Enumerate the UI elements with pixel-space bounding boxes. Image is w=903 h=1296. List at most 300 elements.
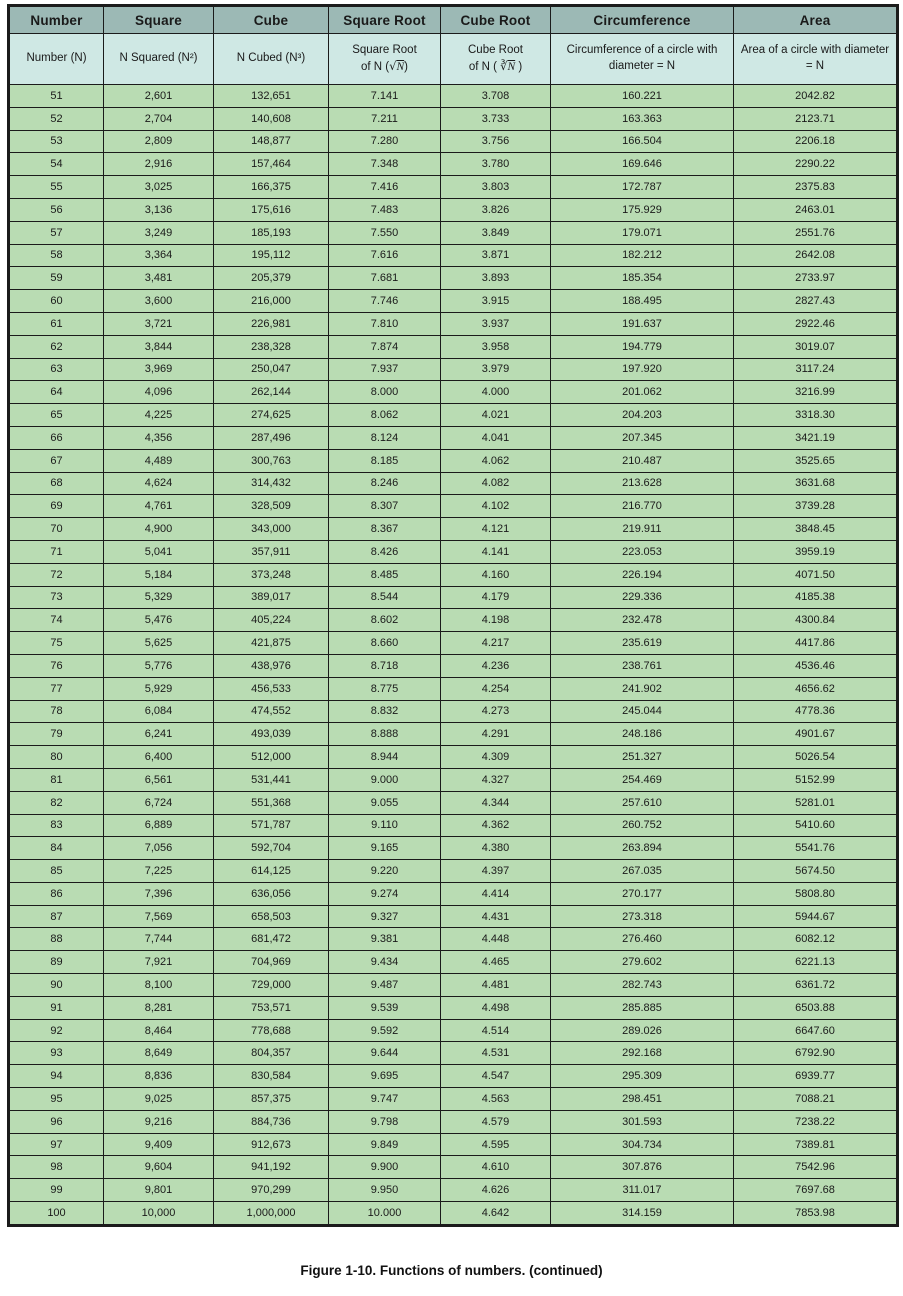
cell-circumference: 248.186 xyxy=(551,723,734,746)
cell-area: 7853.98 xyxy=(734,1202,898,1226)
cell-circumference: 238.761 xyxy=(551,654,734,677)
cell-number: 90 xyxy=(9,974,104,997)
cell-cube: 328,509 xyxy=(214,495,329,518)
cell-circumference: 241.902 xyxy=(551,677,734,700)
cell-circumference: 307.876 xyxy=(551,1156,734,1179)
cell-circumference: 169.646 xyxy=(551,153,734,176)
cell-cube-root: 3.937 xyxy=(441,312,551,335)
table-row xyxy=(9,1133,898,1156)
cell-square: 6,084 xyxy=(104,700,214,723)
table-row xyxy=(9,905,898,928)
cell-square-root: 8.944 xyxy=(329,746,441,769)
col-header-number: Number xyxy=(9,6,104,34)
cell-cube-root: 4.121 xyxy=(441,518,551,541)
col-header-cube-root: Cube Root xyxy=(441,6,551,34)
cell-cube-root: 4.021 xyxy=(441,404,551,427)
cell-circumference: 172.787 xyxy=(551,176,734,199)
cube-root-formula: of N ( $∛\overline{N}$ ) xyxy=(468,58,523,73)
cell-number: 62 xyxy=(9,335,104,358)
cell-number: 63 xyxy=(9,358,104,381)
cell-cube: 941,192 xyxy=(214,1156,329,1179)
cell-cube: 912,673 xyxy=(214,1133,329,1156)
cell-area: 7697.68 xyxy=(734,1179,898,1202)
cell-square: 9,216 xyxy=(104,1110,214,1133)
cell-circumference: 301.593 xyxy=(551,1110,734,1133)
cell-area: 7542.96 xyxy=(734,1156,898,1179)
cell-square: 5,476 xyxy=(104,609,214,632)
cell-square: 4,761 xyxy=(104,495,214,518)
cell-cube: 474,552 xyxy=(214,700,329,723)
cell-square: 7,569 xyxy=(104,905,214,928)
cell-area: 2827.43 xyxy=(734,290,898,313)
cell-cube: 551,368 xyxy=(214,791,329,814)
cell-square: 4,096 xyxy=(104,381,214,404)
table-row xyxy=(9,130,898,153)
cell-circumference: 166.504 xyxy=(551,130,734,153)
cell-square: 8,649 xyxy=(104,1042,214,1065)
cell-number: 87 xyxy=(9,905,104,928)
table-row xyxy=(9,632,898,655)
cell-square-root: 7.483 xyxy=(329,198,441,221)
cell-cube-root: 4.498 xyxy=(441,996,551,1019)
cell-cube: 226,981 xyxy=(214,312,329,335)
cell-circumference: 276.460 xyxy=(551,928,734,951)
cell-square: 2,916 xyxy=(104,153,214,176)
cell-square: 4,624 xyxy=(104,472,214,495)
table-row xyxy=(9,404,898,427)
cell-number: 75 xyxy=(9,632,104,655)
table-row xyxy=(9,244,898,267)
cell-area: 7389.81 xyxy=(734,1133,898,1156)
cell-area: 3631.68 xyxy=(734,472,898,495)
cell-cube: 421,875 xyxy=(214,632,329,655)
col-subheader-circumference: Circumference of a circle with diameter = N xyxy=(551,34,734,85)
cell-cube: 456,533 xyxy=(214,677,329,700)
cell-circumference: 267.035 xyxy=(551,860,734,883)
cell-cube: 753,571 xyxy=(214,996,329,1019)
cell-cube-root: 4.362 xyxy=(441,814,551,837)
cell-area: 5026.54 xyxy=(734,746,898,769)
cell-square-root: 9.055 xyxy=(329,791,441,814)
table-row xyxy=(9,723,898,746)
cell-cube-root: 4.514 xyxy=(441,1019,551,1042)
cell-square: 5,929 xyxy=(104,677,214,700)
cell-square-root: 9.900 xyxy=(329,1156,441,1179)
cell-number: 60 xyxy=(9,290,104,313)
table-row xyxy=(9,563,898,586)
cell-cube: 778,688 xyxy=(214,1019,329,1042)
cell-square-root: 7.211 xyxy=(329,107,441,130)
table-row xyxy=(9,677,898,700)
cell-number: 86 xyxy=(9,882,104,905)
table-row xyxy=(9,974,898,997)
table-header-row-primary xyxy=(9,6,898,34)
cell-square: 4,489 xyxy=(104,449,214,472)
cell-number: 72 xyxy=(9,563,104,586)
cell-circumference: 314.159 xyxy=(551,1202,734,1226)
table-header xyxy=(9,6,898,85)
cell-circumference: 270.177 xyxy=(551,882,734,905)
cell-number: 94 xyxy=(9,1065,104,1088)
cell-square: 6,724 xyxy=(104,791,214,814)
cell-square-root: 7.348 xyxy=(329,153,441,176)
cell-square-root: 7.937 xyxy=(329,358,441,381)
cell-area: 3421.19 xyxy=(734,426,898,449)
col-header-square: Square xyxy=(104,6,214,34)
cell-square-root: 8.660 xyxy=(329,632,441,655)
cell-cube-root: 3.733 xyxy=(441,107,551,130)
cell-cube: 262,144 xyxy=(214,381,329,404)
table-row xyxy=(9,951,898,974)
cell-cube-root: 4.465 xyxy=(441,951,551,974)
cell-cube-root: 4.273 xyxy=(441,700,551,723)
cell-cube: 857,375 xyxy=(214,1088,329,1111)
table-row xyxy=(9,358,898,381)
cell-square-root: 7.746 xyxy=(329,290,441,313)
cell-number: 97 xyxy=(9,1133,104,1156)
cell-square-root: 8.602 xyxy=(329,609,441,632)
col-header-cube: Cube xyxy=(214,6,329,34)
table-row xyxy=(9,176,898,199)
cell-cube-root: 3.803 xyxy=(441,176,551,199)
cell-square: 10,000 xyxy=(104,1202,214,1226)
cell-circumference: 226.194 xyxy=(551,563,734,586)
cell-cube: 804,357 xyxy=(214,1042,329,1065)
table-row xyxy=(9,700,898,723)
cell-square: 3,481 xyxy=(104,267,214,290)
cell-area: 2290.22 xyxy=(734,153,898,176)
cell-area: 5410.60 xyxy=(734,814,898,837)
cell-square: 2,601 xyxy=(104,85,214,108)
cell-cube: 830,584 xyxy=(214,1065,329,1088)
cell-square: 7,225 xyxy=(104,860,214,883)
cell-circumference: 207.345 xyxy=(551,426,734,449)
col-subheader-area: Area of a circle with diameter = N xyxy=(734,34,898,85)
table-row xyxy=(9,814,898,837)
square-root-formula: of N (√N) xyxy=(361,58,408,73)
cell-square: 7,744 xyxy=(104,928,214,951)
cell-area: 3318.30 xyxy=(734,404,898,427)
cell-circumference: 213.628 xyxy=(551,472,734,495)
cell-area: 4185.38 xyxy=(734,586,898,609)
cell-square-root: 7.141 xyxy=(329,85,441,108)
cell-area: 2463.01 xyxy=(734,198,898,221)
cell-cube: 373,248 xyxy=(214,563,329,586)
cell-circumference: 179.071 xyxy=(551,221,734,244)
table-row xyxy=(9,221,898,244)
table-row xyxy=(9,335,898,358)
cell-cube: 405,224 xyxy=(214,609,329,632)
cell-circumference: 304.734 xyxy=(551,1133,734,1156)
cell-square-root: 8.185 xyxy=(329,449,441,472)
cell-square: 6,400 xyxy=(104,746,214,769)
cell-square-root: 9.165 xyxy=(329,837,441,860)
cell-cube-root: 4.595 xyxy=(441,1133,551,1156)
table-row xyxy=(9,107,898,130)
cell-square-root: 9.849 xyxy=(329,1133,441,1156)
cell-cube-root: 4.448 xyxy=(441,928,551,951)
cell-circumference: 160.221 xyxy=(551,85,734,108)
table-row xyxy=(9,768,898,791)
cell-number: 79 xyxy=(9,723,104,746)
cell-cube-root: 3.708 xyxy=(441,85,551,108)
cell-area: 3525.65 xyxy=(734,449,898,472)
cell-square: 5,776 xyxy=(104,654,214,677)
cell-area: 6792.90 xyxy=(734,1042,898,1065)
cell-area: 6503.88 xyxy=(734,996,898,1019)
cell-area: 5152.99 xyxy=(734,768,898,791)
cell-number: 65 xyxy=(9,404,104,427)
cell-cube-root: 3.871 xyxy=(441,244,551,267)
cell-area: 3848.45 xyxy=(734,518,898,541)
cell-number: 82 xyxy=(9,791,104,814)
cell-number: 69 xyxy=(9,495,104,518)
cell-cube: 884,736 xyxy=(214,1110,329,1133)
cell-square-root: 8.246 xyxy=(329,472,441,495)
cell-cube-root: 4.141 xyxy=(441,540,551,563)
cell-cube-root: 3.915 xyxy=(441,290,551,313)
cell-square: 5,184 xyxy=(104,563,214,586)
table-row xyxy=(9,1110,898,1133)
cell-square-root: 8.426 xyxy=(329,540,441,563)
cell-area: 4778.36 xyxy=(734,700,898,723)
cell-cube: 512,000 xyxy=(214,746,329,769)
cell-area: 3117.24 xyxy=(734,358,898,381)
cell-square: 4,225 xyxy=(104,404,214,427)
cell-square: 6,889 xyxy=(104,814,214,837)
cell-number: 68 xyxy=(9,472,104,495)
table-row xyxy=(9,860,898,883)
cell-square: 6,561 xyxy=(104,768,214,791)
cell-cube-root: 4.198 xyxy=(441,609,551,632)
cell-number: 55 xyxy=(9,176,104,199)
cell-number: 54 xyxy=(9,153,104,176)
table-row xyxy=(9,85,898,108)
cell-circumference: 223.053 xyxy=(551,540,734,563)
cell-cube-root: 4.082 xyxy=(441,472,551,495)
cell-square-root: 9.798 xyxy=(329,1110,441,1133)
table-row xyxy=(9,381,898,404)
cell-number: 80 xyxy=(9,746,104,769)
cell-square: 6,241 xyxy=(104,723,214,746)
cell-number: 52 xyxy=(9,107,104,130)
cell-area: 4901.67 xyxy=(734,723,898,746)
cell-number: 83 xyxy=(9,814,104,837)
table-row xyxy=(9,837,898,860)
cell-cube: 157,464 xyxy=(214,153,329,176)
cell-circumference: 251.327 xyxy=(551,746,734,769)
cell-square: 8,836 xyxy=(104,1065,214,1088)
cell-circumference: 279.602 xyxy=(551,951,734,974)
cell-square: 3,249 xyxy=(104,221,214,244)
cell-square: 7,396 xyxy=(104,882,214,905)
cell-cube-root: 4.217 xyxy=(441,632,551,655)
cell-square-root: 9.110 xyxy=(329,814,441,837)
cell-square-root: 7.681 xyxy=(329,267,441,290)
square-root-radical-icon: √ xyxy=(389,58,397,73)
cell-square-root: 8.307 xyxy=(329,495,441,518)
cell-cube-root: 3.756 xyxy=(441,130,551,153)
cell-circumference: 197.920 xyxy=(551,358,734,381)
cell-cube: 238,328 xyxy=(214,335,329,358)
cell-number: 53 xyxy=(9,130,104,153)
col-subheader-cube: N Cubed (N³) xyxy=(214,34,329,85)
cell-number: 77 xyxy=(9,677,104,700)
cell-square-root: 7.550 xyxy=(329,221,441,244)
cell-area: 2551.76 xyxy=(734,221,898,244)
cell-square-root: 9.000 xyxy=(329,768,441,791)
cell-cube-root: 3.826 xyxy=(441,198,551,221)
cell-circumference: 188.495 xyxy=(551,290,734,313)
cell-cube: 438,976 xyxy=(214,654,329,677)
cell-area: 4417.86 xyxy=(734,632,898,655)
cell-area: 6221.13 xyxy=(734,951,898,974)
cell-cube: 681,472 xyxy=(214,928,329,951)
table-row xyxy=(9,153,898,176)
cell-number: 71 xyxy=(9,540,104,563)
cell-cube-root: 3.979 xyxy=(441,358,551,381)
cell-square-root: 9.434 xyxy=(329,951,441,974)
cell-cube-root: 4.102 xyxy=(441,495,551,518)
cell-square-root: 9.274 xyxy=(329,882,441,905)
col-subheader-number: Number (N) xyxy=(9,34,104,85)
cell-circumference: 257.610 xyxy=(551,791,734,814)
cell-cube: 287,496 xyxy=(214,426,329,449)
cell-cube: 195,112 xyxy=(214,244,329,267)
cell-circumference: 282.743 xyxy=(551,974,734,997)
cell-area: 3959.19 xyxy=(734,540,898,563)
table-row xyxy=(9,609,898,632)
cell-cube: 216,000 xyxy=(214,290,329,313)
cell-square: 3,721 xyxy=(104,312,214,335)
table-row xyxy=(9,1202,898,1226)
cell-circumference: 201.062 xyxy=(551,381,734,404)
cell-cube-root: 4.642 xyxy=(441,1202,551,1226)
cell-cube: 389,017 xyxy=(214,586,329,609)
cell-square: 8,464 xyxy=(104,1019,214,1042)
col-subheader-square: N Squared (N²) xyxy=(104,34,214,85)
cell-cube: 493,039 xyxy=(214,723,329,746)
cell-cube-root: 3.893 xyxy=(441,267,551,290)
cell-circumference: 285.885 xyxy=(551,996,734,1019)
cell-area: 2206.18 xyxy=(734,130,898,153)
cell-area: 4536.46 xyxy=(734,654,898,677)
cell-square: 5,329 xyxy=(104,586,214,609)
cell-circumference: 235.619 xyxy=(551,632,734,655)
table-row xyxy=(9,1088,898,1111)
cell-cube-root: 4.327 xyxy=(441,768,551,791)
cell-square: 3,844 xyxy=(104,335,214,358)
cell-cube-root: 4.062 xyxy=(441,449,551,472)
cell-square: 9,801 xyxy=(104,1179,214,1202)
cell-area: 7088.21 xyxy=(734,1088,898,1111)
cell-number: 56 xyxy=(9,198,104,221)
cell-square: 2,809 xyxy=(104,130,214,153)
table-row xyxy=(9,198,898,221)
cell-square-root: 8.718 xyxy=(329,654,441,677)
cell-circumference: 245.044 xyxy=(551,700,734,723)
cell-square-root: 8.124 xyxy=(329,426,441,449)
cell-circumference: 194.779 xyxy=(551,335,734,358)
cell-number: 64 xyxy=(9,381,104,404)
cell-cube-root: 3.780 xyxy=(441,153,551,176)
cell-cube: 274,625 xyxy=(214,404,329,427)
cell-square: 3,025 xyxy=(104,176,214,199)
cell-number: 78 xyxy=(9,700,104,723)
table-row xyxy=(9,518,898,541)
cell-circumference: 292.168 xyxy=(551,1042,734,1065)
cell-area: 2922.46 xyxy=(734,312,898,335)
cell-cube-root: 3.958 xyxy=(441,335,551,358)
table-row xyxy=(9,1065,898,1088)
cell-area: 5541.76 xyxy=(734,837,898,860)
cell-circumference: 210.487 xyxy=(551,449,734,472)
cell-cube-root: 4.254 xyxy=(441,677,551,700)
cell-number: 93 xyxy=(9,1042,104,1065)
cell-cube-root: 4.309 xyxy=(441,746,551,769)
table-row xyxy=(9,290,898,313)
cell-number: 67 xyxy=(9,449,104,472)
cell-square: 4,900 xyxy=(104,518,214,541)
cell-cube-root: 4.344 xyxy=(441,791,551,814)
cell-circumference: 229.336 xyxy=(551,586,734,609)
cell-number: 100 xyxy=(9,1202,104,1226)
cell-square-root: 9.950 xyxy=(329,1179,441,1202)
cell-cube-root: 4.236 xyxy=(441,654,551,677)
cell-cube: 250,047 xyxy=(214,358,329,381)
cell-circumference: 182.212 xyxy=(551,244,734,267)
cell-cube-root: 4.291 xyxy=(441,723,551,746)
cell-square-root: 9.747 xyxy=(329,1088,441,1111)
cell-square-root: 9.327 xyxy=(329,905,441,928)
table-row xyxy=(9,928,898,951)
cell-square-root: 8.367 xyxy=(329,518,441,541)
cell-square-root: 7.810 xyxy=(329,312,441,335)
cell-square: 2,704 xyxy=(104,107,214,130)
cell-square: 5,625 xyxy=(104,632,214,655)
table-row xyxy=(9,586,898,609)
cell-cube: 166,375 xyxy=(214,176,329,199)
cell-number: 61 xyxy=(9,312,104,335)
cell-square-root: 9.695 xyxy=(329,1065,441,1088)
cell-cube-root: 4.563 xyxy=(441,1088,551,1111)
cell-cube: 970,299 xyxy=(214,1179,329,1202)
cell-cube-root: 4.626 xyxy=(441,1179,551,1202)
cell-number: 85 xyxy=(9,860,104,883)
cell-cube: 658,503 xyxy=(214,905,329,928)
col-header-square-root: Square Root xyxy=(329,6,441,34)
cell-number: 95 xyxy=(9,1088,104,1111)
cell-number: 66 xyxy=(9,426,104,449)
cell-cube: 140,608 xyxy=(214,107,329,130)
cell-square: 3,364 xyxy=(104,244,214,267)
table-row xyxy=(9,312,898,335)
cell-square-root: 8.888 xyxy=(329,723,441,746)
cell-circumference: 311.017 xyxy=(551,1179,734,1202)
cell-square: 7,056 xyxy=(104,837,214,860)
cell-cube: 531,441 xyxy=(214,768,329,791)
cell-number: 92 xyxy=(9,1019,104,1042)
cell-square: 8,281 xyxy=(104,996,214,1019)
cell-square-root: 8.485 xyxy=(329,563,441,586)
cell-square-root: 8.062 xyxy=(329,404,441,427)
cell-square: 5,041 xyxy=(104,540,214,563)
cell-square: 9,409 xyxy=(104,1133,214,1156)
cell-area: 4300.84 xyxy=(734,609,898,632)
cube-root-radical-icon: ∛ xyxy=(500,58,508,73)
table-row xyxy=(9,654,898,677)
cell-number: 76 xyxy=(9,654,104,677)
